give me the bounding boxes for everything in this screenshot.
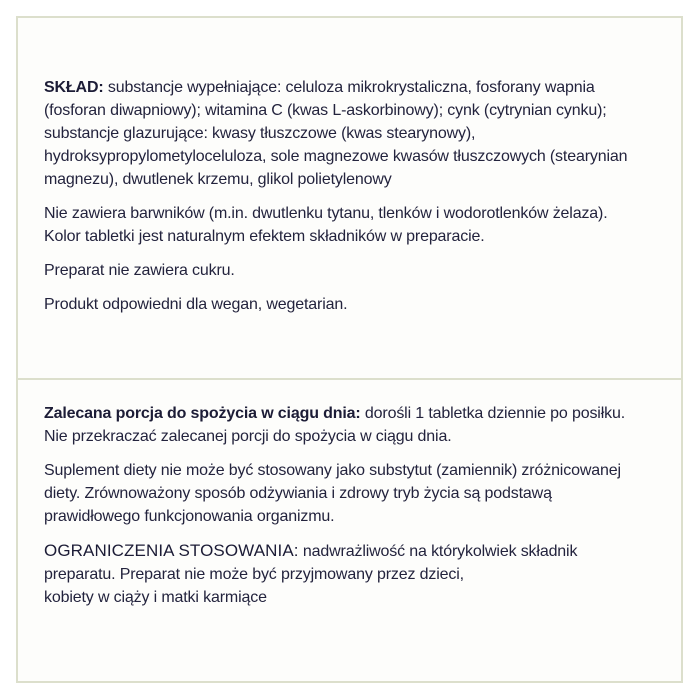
dosage-line-2: Nie przekraczać zalecanej porcji do spożycia w ciągu dnia. xyxy=(44,428,452,445)
dosage-line-1: dorośli 1 tabletka dziennie po posiłku. xyxy=(360,405,626,422)
restrictions-paragraph xyxy=(44,539,655,609)
composition-line-4: hydroksypropylometyloceluloza, sole magnezowe kwasów tłuszczowych (stearynian xyxy=(44,148,628,165)
dosage-paragraph xyxy=(44,402,655,448)
restrictions-line-1: nadwrażliwość na którykolwiek składnik xyxy=(298,543,578,560)
supplement-note xyxy=(44,459,655,528)
composition-line-1: substancje wypełniające: celuloza mikrokrystaliczna, fosforany wapnia xyxy=(103,79,595,96)
colorants-line-1: Nie zawiera barwników (m.in. dwutlenku tytanu, tlenków i wodorotlenków żelaza). xyxy=(44,205,608,222)
restrictions-label: OGRANICZENIA STOSOWANIA: xyxy=(44,541,299,560)
composition-line-5: magnezu), dwutlenek krzemu, glikol polietylenowy xyxy=(44,171,392,188)
sugar-note: Preparat nie zawiera cukru. xyxy=(44,262,235,279)
colorants-line-2: Kolor tabletki jest naturalnym efektem składników w preparacie. xyxy=(44,228,485,245)
composition-line-3: substancje glazurujące: kwasy tłuszczowe (kwas stearynowy), xyxy=(44,125,476,142)
restrictions-line-3: kobiety w ciąży i matki karmiące xyxy=(44,589,267,606)
supplement-line-3: prawidłowego funkcjonowania organizmu. xyxy=(44,508,335,525)
vegan-note: Produkt odpowiedni dla wegan, wegetarian. xyxy=(44,296,348,313)
dosage-label: Zalecana porcja do spożycia w ciągu dnia: xyxy=(44,405,361,422)
usage-panel xyxy=(18,380,681,681)
composition-line-2: (fosforan diwapniowy); witamina C (kwas L-askorbinowy); cynk (cytrynian cynku); xyxy=(44,102,607,119)
composition-paragraph xyxy=(44,76,655,191)
composition-label: SKŁAD: xyxy=(44,79,104,96)
supplement-line-2: diety. Zrównoważony sposób odżywiania i zdrowy tryb życia są podstawą xyxy=(44,485,552,502)
restrictions-line-2: preparatu. Preparat nie może być przyjmowany przez dzieci, xyxy=(44,566,464,583)
label-frame xyxy=(16,16,683,683)
colorants-note xyxy=(44,202,655,248)
composition-panel xyxy=(18,18,681,380)
supplement-line-1: Suplement diety nie może być stosowany jako substytut (zamiennik) zróżnicowanej xyxy=(44,462,621,479)
